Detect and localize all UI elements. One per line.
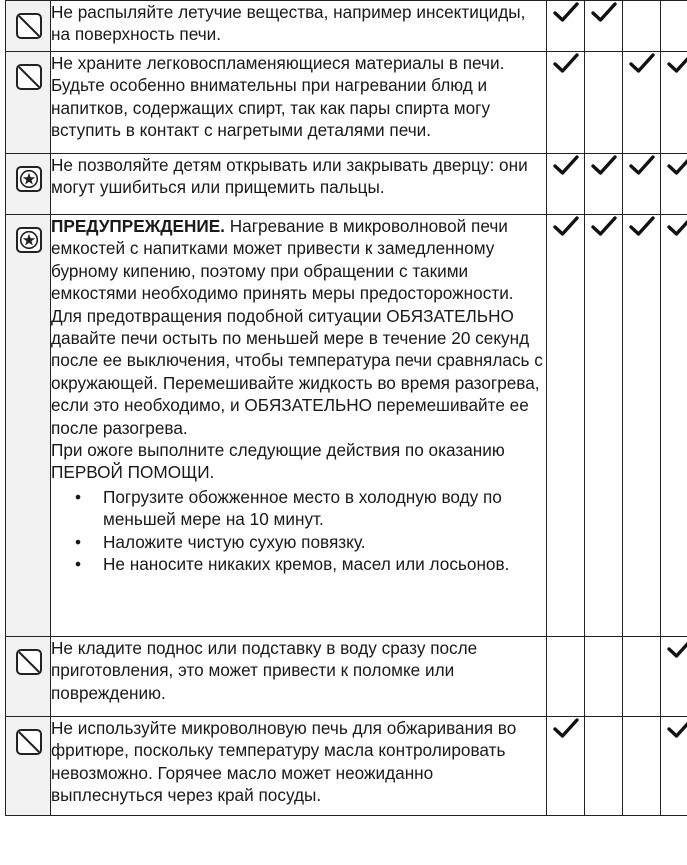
checkmark-icon xyxy=(591,224,617,241)
check-cell xyxy=(547,637,585,717)
checkmark-icon xyxy=(553,224,579,241)
instruction-text xyxy=(51,52,546,142)
instruction-body: Нагревание в микроволновой печи емкостей с напитками может привести к замедленному бурному кипению, поэтому при обращении с такими емкостями необходимо принять меры предосторожности. Для предотвращения подобной ситуации ОБЯЗАТЕЛЬНО давайте печи остыть по меньшей мере в течение 20 секунд после ее выключения, чтобы температура печи сравнялась с окружающей. Перемешивайте жидкость во время разогрева, если это необходимо, и ОБЯЗАТЕЛЬНО перемешивайте ее после разогрева. xyxy=(51,216,543,438)
checkmark-icon xyxy=(667,726,687,743)
check-cell xyxy=(547,52,585,154)
instruction-text-cell xyxy=(51,154,547,215)
check-cell xyxy=(547,215,585,637)
first-aid-step: • Не наносите никаких кремов, масел или лосьонов. xyxy=(103,553,546,575)
check-cell xyxy=(585,637,623,717)
prohibited-icon xyxy=(16,649,42,675)
check-cell xyxy=(623,215,661,637)
check-cell xyxy=(585,52,623,154)
safety-table xyxy=(5,0,687,816)
instruction-text-cell xyxy=(51,717,547,816)
check-cell xyxy=(661,717,687,816)
check-cell xyxy=(585,154,623,215)
check-cell xyxy=(547,717,585,816)
check-cell xyxy=(661,1,687,52)
checkmark-icon xyxy=(629,163,655,180)
star-icon xyxy=(16,166,42,192)
instruction-text-cell xyxy=(51,637,547,717)
table-row xyxy=(6,637,687,717)
prohibited-icon xyxy=(16,64,42,90)
check-cell xyxy=(661,154,687,215)
instruction-text xyxy=(51,1,546,46)
instruction-text xyxy=(51,154,546,199)
checkmark-icon xyxy=(667,224,687,241)
instruction-text-cell xyxy=(51,52,547,154)
table-row xyxy=(6,717,687,816)
table-row xyxy=(6,1,687,52)
check-cell xyxy=(623,1,661,52)
first-aid-intro: При ожоге выполните следующие действия по оказанию ПЕРВОЙ ПОМОЩИ. xyxy=(51,440,505,483)
instruction-text xyxy=(51,215,546,439)
instruction-body: Не используйте микроволновую печь для обжаривания во фритюре, поскольку температуру масла контролировать невозможно. Горячее масло может неожиданно выплеснуться через край посуды. xyxy=(51,718,517,806)
checkmark-icon xyxy=(553,61,579,78)
prohibited-icon xyxy=(16,13,42,39)
checkmark-icon xyxy=(667,646,687,663)
row-icon-cell xyxy=(6,154,51,215)
table-row xyxy=(6,52,687,154)
check-cell xyxy=(661,215,687,637)
row-icon-cell xyxy=(6,637,51,717)
checkmark-icon xyxy=(667,163,687,180)
check-cell xyxy=(623,637,661,717)
check-cell xyxy=(623,717,661,816)
first-aid-list xyxy=(51,486,546,576)
check-cell xyxy=(623,154,661,215)
row-icon-cell xyxy=(6,52,51,154)
warning-label: ПРЕДУПРЕЖДЕНИЕ. xyxy=(51,216,225,236)
instruction-text-cell xyxy=(51,215,547,637)
instruction-text xyxy=(51,717,546,807)
check-cell xyxy=(585,717,623,816)
first-aid-step: • Погрузите обожженное место в холодную воду по меньшей мере на 10 минут. xyxy=(103,486,546,531)
row-icon-cell xyxy=(6,215,51,637)
star-icon xyxy=(16,227,42,253)
checkmark-icon xyxy=(553,726,579,743)
checkmark-icon xyxy=(629,224,655,241)
row-icon-cell xyxy=(6,1,51,52)
check-cell xyxy=(547,1,585,52)
table-row xyxy=(6,154,687,215)
instruction-body: Не храните легковоспламеняющиеся материалы в печи. Будьте особенно внимательны при нагревании блюд и напитков, содержащих спирт, так как пары спирта могу вступить в контакт с нагретыми деталями печи. xyxy=(51,53,505,141)
checkmark-icon xyxy=(667,61,687,78)
instruction-text-cell xyxy=(51,1,547,52)
check-cell xyxy=(623,52,661,154)
check-cell xyxy=(661,637,687,717)
checkmark-icon xyxy=(591,163,617,180)
check-cell xyxy=(661,52,687,154)
instruction-body: Не кладите поднос или подставку в воду сразу после приготовления, это может привести к поломке или повреждению. xyxy=(51,638,478,703)
row-icon-cell xyxy=(6,717,51,816)
checkmark-icon xyxy=(553,163,579,180)
instruction-body: Не распыляйте летучие вещества, например инсектициды, на поверхность печи. xyxy=(51,2,526,45)
checkmark-icon xyxy=(553,10,579,27)
checkmark-icon xyxy=(629,61,655,78)
first-aid-step: • Наложите чистую сухую повязку. xyxy=(103,531,546,553)
instruction-text xyxy=(51,637,546,704)
check-cell xyxy=(585,1,623,52)
check-cell xyxy=(547,154,585,215)
check-cell xyxy=(585,215,623,637)
instruction-body: Не позволяйте детям открывать или закрывать дверцу: они могут ушибиться или прищемить пальцы. xyxy=(51,155,528,198)
checkmark-icon xyxy=(591,10,617,27)
prohibited-icon xyxy=(16,729,42,755)
table-row xyxy=(6,215,687,637)
